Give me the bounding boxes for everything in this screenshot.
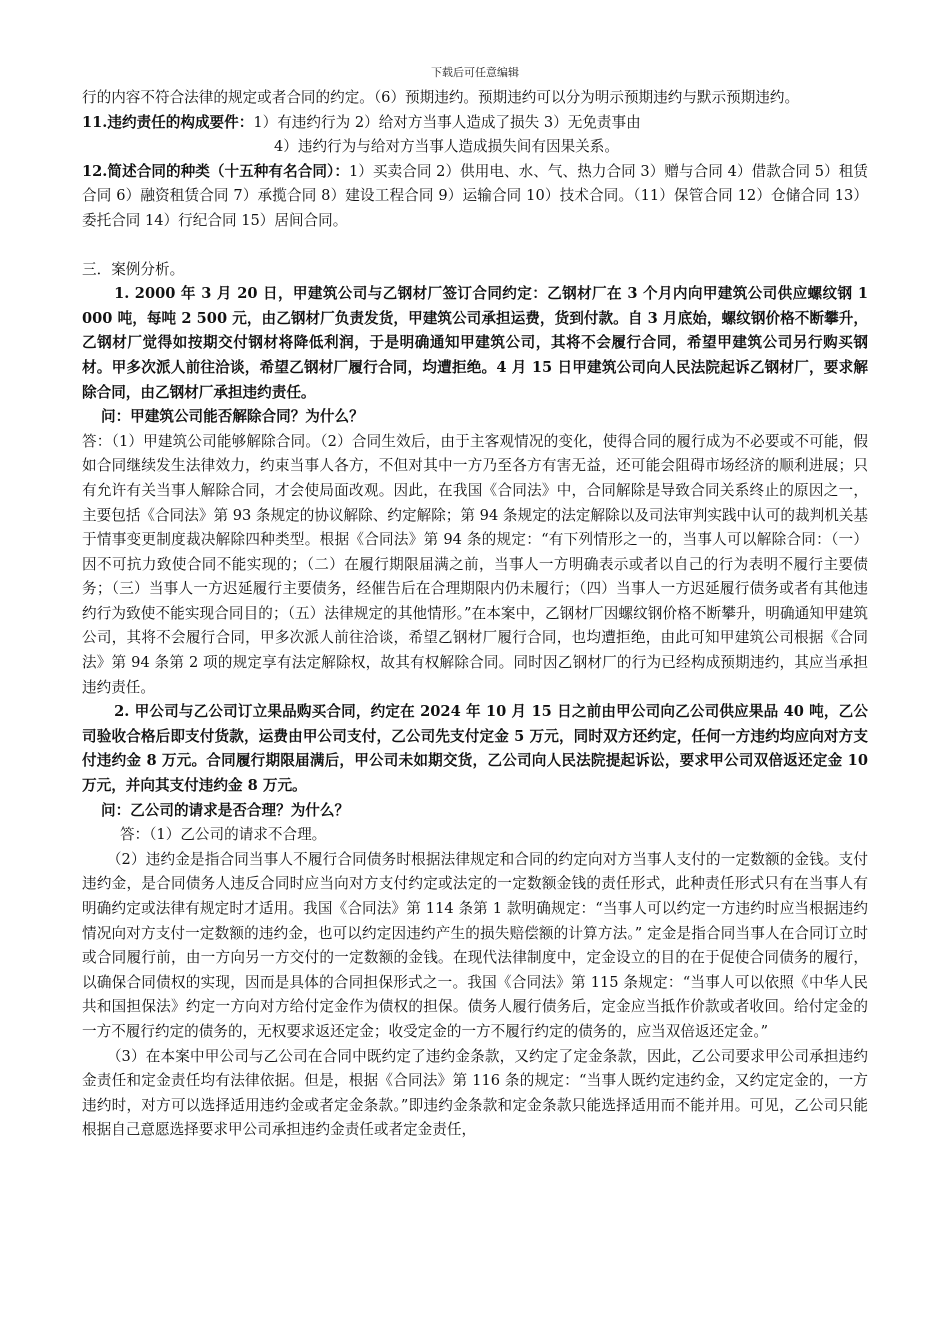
item-12 (82, 160, 868, 234)
document-body (82, 86, 868, 1143)
case-2-text: 2. 甲公司与乙公司订立果品购买合同，约定在 2024 年 10 月 15 日之前由甲公司向乙公司供应果品 40 吨，乙公司验收合格后即支付货款，运费由甲公司支付，乙公司先支付定金 5 万元，同时双方还约定，任何一方违约均应向对方支付违约金 8 万元。合同履行期限届满后，甲公司未如期交货，乙公司向人民法院提起诉讼，要求甲公司双倍返还定金 10 万元，并向其支付违约金 8 万元。 (82, 703, 868, 795)
item-11-title: 11.违约责任的构成要件： (82, 113, 254, 131)
item-11-text1: 1）有违约行为 2）给对方当事人造成了损失 3）无免责事由 (253, 113, 641, 131)
item-11-text2: 4）违约行为与给对方当事人造成损失间有因果关系。 (274, 138, 619, 156)
case-1-text: 1. 2000 年 3 月 20 日，甲建筑公司与乙钢材厂签订合同约定：乙钢材厂在 3 个月内向甲建筑公司供应螺纹钢 1 000 吨，每吨 2 500 元，由乙钢材厂负责发货，甲建筑公司承担运费，货到付款。自 3 月底始，螺纹钢价格不断攀升，乙钢材厂觉得如按期交付钢材将降低利润，于是明确通知甲建筑公司，其将不会履行合同，希望甲建筑公司另行购买钢材。甲多次派人前往洽谈，希望乙钢材厂履行合同，均遭拒绝。4 月 15 日甲建筑公司向人民法院起诉乙钢材厂，要求解除合同，由乙钢材厂承担违约责任。 (82, 285, 868, 401)
spacer (82, 234, 868, 258)
item-11 (82, 111, 868, 136)
item-12-title: 12.简述合同的种类（十五种有名合同）： (82, 162, 349, 180)
section-3-title: 三．案例分析。 (82, 260, 185, 278)
case-2-answer-2: （2）违约金是指合同当事人不履行合同债务时根据法律规定和合同的约定向对方当事人支付的一定数额的金钱。支付违约金，是合同债务人违反合同时应当向对方支付约定或法定的一定数额金钱的责任形式，此种责任形式只有在当事人有明确约定或法律有规定时才适用。我国《合同法》第 114 条第 1 款明确规定：“当事人可以约定一方违约时应当根据违约情况向对方支付一定数额的违约金，也可以约定因违约产生的损失赔偿额的计算方法。” 定金是指合同当事人在合同订立时或合同履行前，由一方向另一方交付的一定数额的金钱。在现代法律制度中，定金设立的目的在于促使合同债务的履行，以确保合同债权的实现，因而是具体的合同担保形式之一。我国《合同法》第 115 条规定：“当事人可以依照《中华人民共和国担保法》约定一方向对方给付定金作为债权的担保。债务人履行债务后，定金应当抵作价款或者收回。给付定金的一方不履行约定的债务的，无权要求返还定金；收受定金的一方不履行约定的债务的，应当双倍返还定金。” (82, 850, 868, 1040)
case-1-question: 问：甲建筑公司能否解除合同？为什么？ (100, 408, 364, 426)
case-2-question: 问：乙公司的请求是否合理？为什么？ (100, 801, 350, 819)
page-header: 下载后可任意编辑 (431, 66, 519, 79)
case-1-answer: 答：（1）甲建筑公司能够解除合同。（2）合同生效后，由于主客观情况的变化，使得合同的履行成为不必要或不可能，假如合同继续发生法律效力，约束当事人各方，不但对其中一方乃至各方有害无益，还可能会阻碍市场经济的顺利进展；只有允许有关当事人解除合同，才会使局面改观。因此，在我国《合同法》中，合同解除是导致合同关系终止的原因之一，主要包括《合同法》第 93 条规定的协议解除、约定解除；第 94 条规定的法定解除以及司法审判实践中认可的裁判机关基于情事变更制度裁决解除四种类型。根据《合同法》第 94 条的规定：“有下列情形之一的，当事人可以解除合同：（一）因不可抗力致使合同不能实现的；（二）在履行期限届满之前，当事人一方明确表示或者以自己的行为表明不履行主要债务；（三）当事人一方迟延履行主要债务，经催告后在合理期限内仍未履行；（四）当事人一方迟延履行债务或者有其他违约行为致使不能实现合同目的；（五）法律规定的其他情形。”在本案中，乙钢材厂因螺纹钢价格不断攀升，明确通知甲建筑公司，其将不会履行合同，甲多次派人前往洽谈，希望乙钢材厂履行合同，也均遭拒绝，由此可知甲建筑公司根据《合同法》第 94 条第 2 项的规定享有法定解除权，故其有权解除合同。同时因乙钢材厂的行为已经构成预期违约，其应当承担违约责任。 (82, 432, 868, 696)
case-2-answer-1: 答：（1）乙公司的请求不合理。 (119, 826, 327, 844)
case-2-answer-3: （3）在本案中甲公司与乙公司在合同中既约定了违约金条款，又约定了定金条款，因此，乙公司要求甲公司承担违约金责任和定金责任均有法律依据。但是，根据《合同法》第 116 条的规定：“当事人既约定违约金，又约定定金的，一方违约时，对方可以选择适用违约金或者定金条款。”即违约金条款和定金条款只能选择适用而不能并用。可见，乙公司只能根据自己意愿选择要求甲公司承担违约金责任或者定金责任， (82, 1047, 868, 1139)
paragraph-prev-continued: 行的内容不符合法律的规定或者合同的约定。（6）预期违约。预期违约可以分为明示预期违约与默示预期违约。 (82, 89, 800, 106)
item-12-text: 1）买卖合同 2）供用电、水、气、热力合同 3）赠与合同 4）借款合同 5）租赁合同 6）融资租赁合同 7）承揽合同 8）建设工程合同 9）运输合同 10）技术合同。（11）保管合同 12）仓储合同 13）委托合同 14）行纪合同 15）居间合同。 (82, 162, 869, 229)
